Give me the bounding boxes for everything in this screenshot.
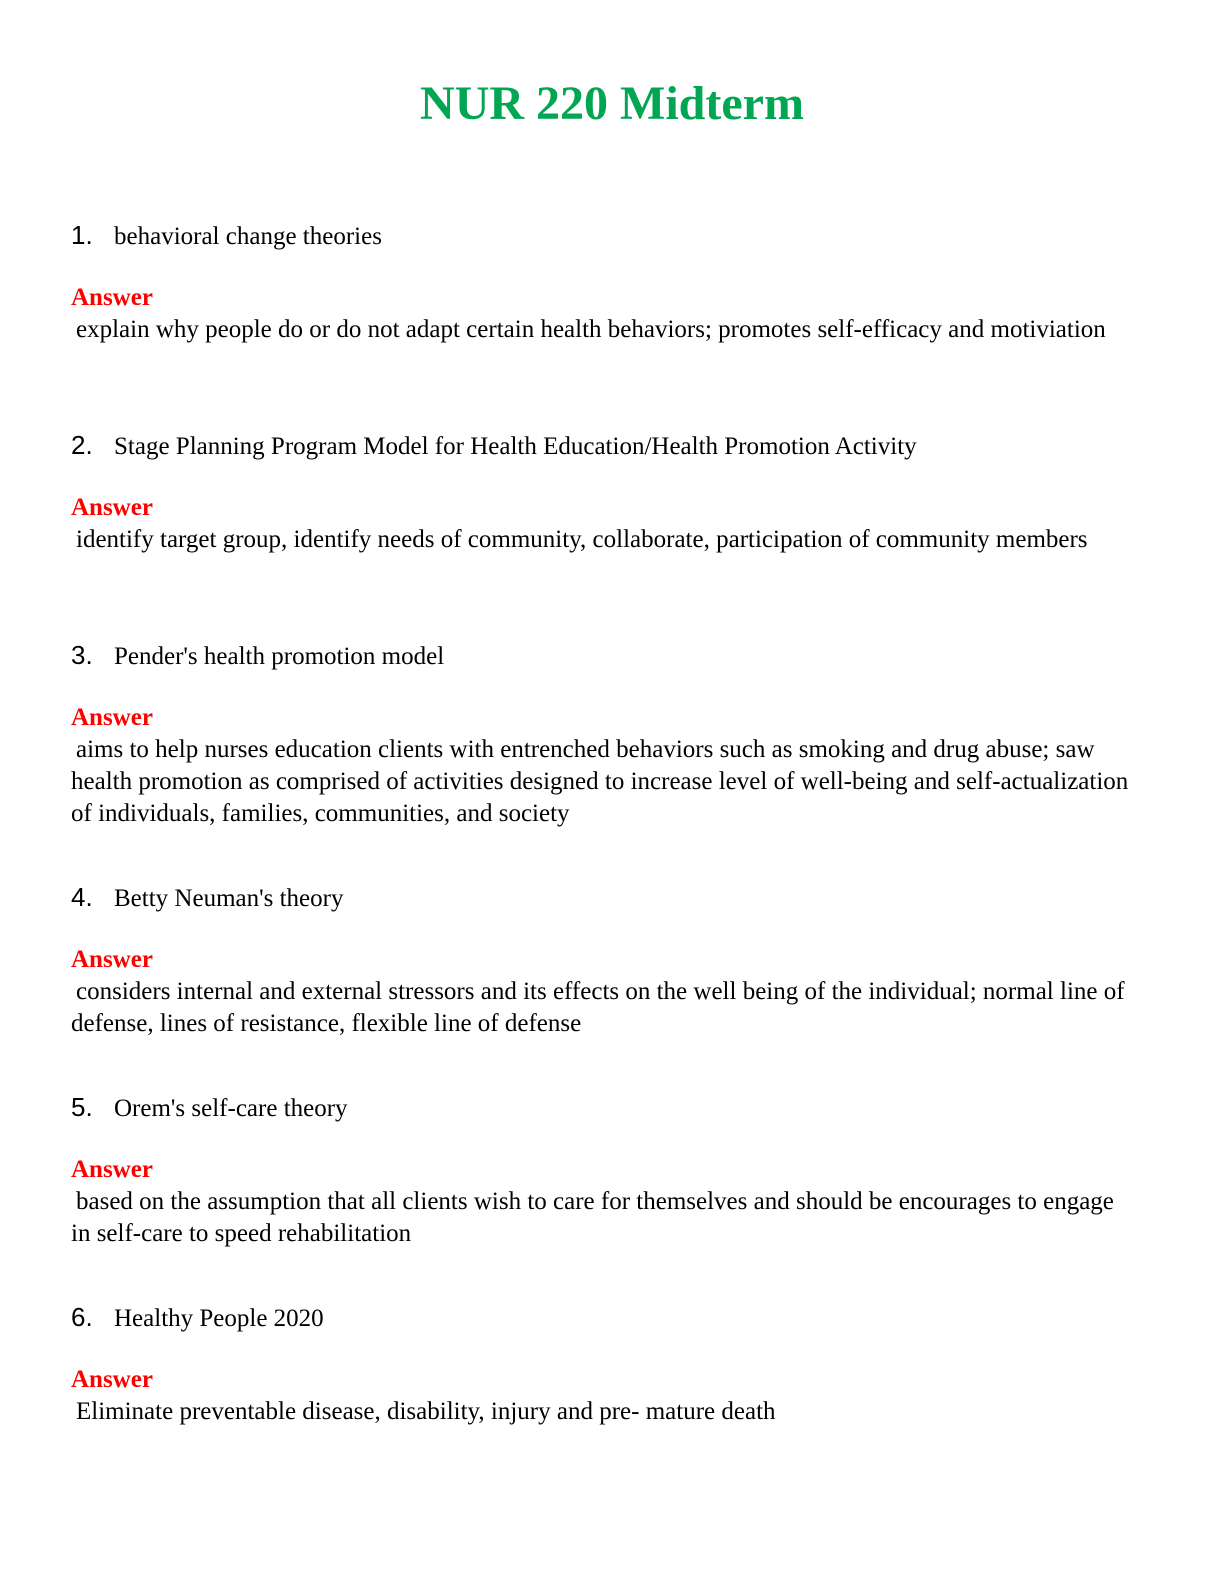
question-number: 2. (71, 430, 93, 460)
question-number: 3. (71, 640, 93, 670)
question-4 (71, 881, 1161, 913)
question-block-4 (71, 881, 1161, 1040)
answer-label: Answer (71, 284, 153, 311)
answer-text: based on the assumption that all clients wish to care for themselves and should be encourages to engage in self-care to speed rehabilitation (71, 1188, 1114, 1247)
answer-label: Answer (71, 1366, 153, 1393)
answer-text: aims to help nurses education clients with entrenched behaviors such as smoking and drug abuse; saw health promotion as comprised of activities designed to increase level of well-being and self-actualization of individuals, families, communities, and society (71, 736, 1129, 827)
question-number: 5. (71, 1092, 93, 1122)
question-6 (71, 1301, 1161, 1333)
question-text: behavioral change theories (114, 223, 382, 250)
question-5 (71, 1091, 1161, 1123)
answer-label: Answer (71, 494, 153, 521)
question-block-5 (71, 1091, 1161, 1250)
page-title: NUR 220 Midterm (420, 77, 804, 130)
question-number: 1. (71, 220, 93, 250)
question-text: Healthy People 2020 (114, 1305, 324, 1332)
answer-label: Answer (71, 946, 153, 973)
question-block-6 (71, 1301, 1161, 1428)
question-1 (71, 219, 1161, 251)
question-text: Orem's self-care theory (114, 1095, 348, 1122)
question-number: 6. (71, 1302, 93, 1332)
question-3 (71, 639, 1161, 671)
question-2 (71, 429, 1161, 461)
answer-text: Eliminate preventable disease, disability, injury and pre- mature death (76, 1398, 776, 1425)
question-block-2 (71, 429, 1161, 556)
answer-text: considers internal and external stressors and its effects on the well being of the individual; normal line of defense, lines of resistance, flexible line of defense (71, 978, 1125, 1037)
question-block-3 (71, 639, 1161, 830)
question-text: Stage Planning Program Model for Health Education/Health Promotion Activity (114, 433, 917, 460)
answer-label: Answer (71, 704, 153, 731)
answer-label: Answer (71, 1156, 153, 1183)
answer-text: identify target group, identify needs of community, collaborate, participation of community members (76, 526, 1088, 553)
question-number: 4. (71, 882, 93, 912)
answer-text: explain why people do or do not adapt certain health behaviors; promotes self-efficacy and motiviation (76, 316, 1106, 343)
question-text: Pender's health promotion model (114, 643, 445, 670)
question-text: Betty Neuman's theory (114, 885, 344, 912)
question-block-1 (71, 219, 1161, 346)
